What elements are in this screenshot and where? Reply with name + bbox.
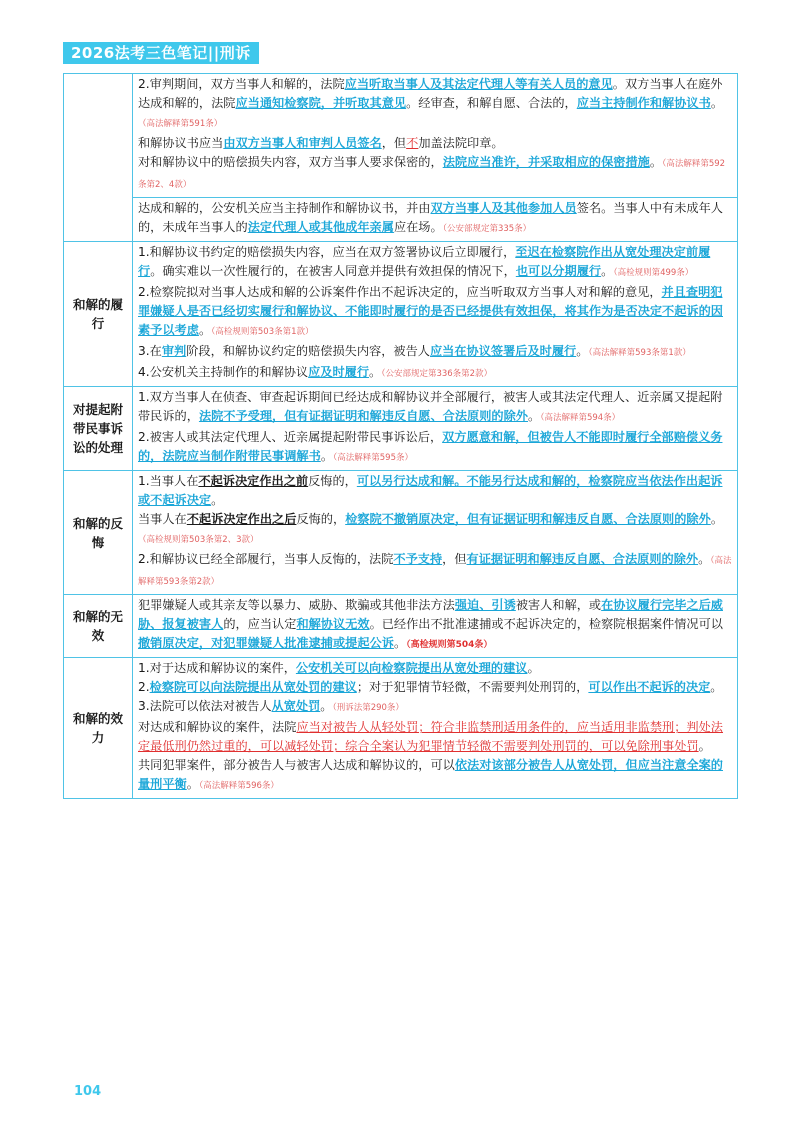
text-run: 应及时履行	[308, 365, 370, 379]
citation: （高法解释第595条）	[333, 453, 413, 463]
text-run: 。	[186, 777, 199, 791]
text-run: 由双方当事人和审判人员签名	[223, 136, 382, 150]
text-run: 2.和解协议已经全部履行，当事人反悔的，法院	[138, 552, 394, 566]
text-run: 不起诉决定作出之后	[186, 512, 297, 526]
paragraph	[138, 342, 733, 363]
text-run: 3.法院可以依法对被告人	[138, 699, 272, 713]
text-run: 法定代理人或其他成年亲属	[247, 220, 394, 234]
paragraph	[138, 678, 733, 697]
text-run: 3.在	[138, 344, 162, 358]
table-row	[64, 387, 738, 471]
text-run: 并且查明犯罪嫌疑人是否已经切实履行和解协议、不能即时履行的是否已经提供有效担保，将其作为是否决定不起诉的因素予以考虑	[138, 285, 723, 337]
text-run: 。已经作出不批准逮捕或不起诉决定的，检察院根据案件情况可以	[369, 617, 723, 631]
text-run: 。	[320, 449, 333, 463]
page-number: 104	[74, 1084, 102, 1099]
table-row	[64, 658, 738, 799]
text-run: 1.和解协议书约定的赔偿损失内容，应当在双方签署协议后立即履行，	[138, 245, 516, 259]
row-content	[133, 198, 738, 242]
text-run: 。	[649, 155, 663, 169]
citation: （高法解释第596条）	[198, 781, 279, 791]
text-run: 审判	[161, 344, 187, 358]
text-run: 。	[698, 739, 711, 753]
text-run: 。	[528, 409, 541, 423]
text-run: 不	[406, 136, 419, 150]
text-run: 双方愿意和解，但被告人不能即时履行全部赔偿义务的，法院应当制作附带民事调解书	[138, 430, 723, 463]
text-run: 。	[698, 552, 711, 566]
text-run: ，但	[381, 136, 407, 150]
paragraph	[138, 472, 733, 510]
table-row	[64, 595, 738, 658]
row-content	[133, 74, 738, 198]
text-run: 共同犯罪案件，部分被告人与被害人达成和解协议的，可以	[138, 758, 455, 772]
text-run: 检察院可以向法院提出从宽处罚的建议	[149, 680, 357, 694]
paragraph	[138, 75, 733, 134]
row-label	[64, 74, 133, 242]
text-run: 不起诉决定作出之前	[198, 474, 309, 488]
text-run: 也可以分期履行	[515, 264, 602, 278]
text-run: 2.被害人或其法定代理人、近亲属提起附带民事诉讼后，	[138, 430, 443, 444]
paragraph	[138, 718, 733, 756]
text-run: 。	[710, 96, 723, 110]
text-run: 。	[710, 680, 723, 694]
text-run: 和解协议书应当	[138, 136, 224, 150]
text-run: 。确实难以一次性履行的，在被害人同意并提供有效担保的情况下，	[150, 264, 516, 278]
text-run: 。	[601, 264, 614, 278]
text-run: 。经审查，和解自愿、合法的，	[406, 96, 577, 110]
text-run: 1.双方当事人在侦查、审查起诉期间已经达成和解协议并全部履行，被害人或其法定代理人、近亲属又提起附带民诉的，	[138, 390, 723, 423]
citation: （高法解释第593条第1款）	[588, 348, 691, 358]
text-run: 。双方当事人在庭外达成和解的，法院	[138, 77, 723, 110]
citation: （高检规则第503条第1款）	[211, 327, 314, 337]
paragraph	[138, 134, 733, 153]
text-run: 。	[320, 699, 333, 713]
citation: （高法解释第594条）	[540, 413, 621, 423]
text-run: 犯罪嫌疑人或其亲友等以暴力、威胁、欺骗或其他非法方法	[138, 598, 455, 612]
citation: （刑诉法第290条）	[332, 703, 404, 713]
text-run: 法院应当准许，并采取相应的保密措施	[442, 155, 650, 169]
text-run: 2.	[138, 680, 150, 694]
table-row	[64, 74, 738, 198]
header-title: 2026法考三色笔记||刑诉	[63, 42, 259, 64]
text-run: 从宽处罚	[271, 699, 321, 713]
table-row	[64, 198, 738, 242]
text-run: 反悔的，	[296, 512, 346, 526]
citation: （高法解释第591条）	[138, 119, 223, 129]
citation: （公安部规定第336条第2款）	[381, 369, 493, 379]
row-label: 和解的无效	[64, 595, 133, 658]
row-label: 和解的反悔	[64, 471, 133, 595]
text-run: 应当对被告人从轻处罚；符合非监禁刑适用条件的，应当适用非监禁刑；判处法定最低刑仍然过重的，可以减轻处罚；综合全案认为犯罪情节轻微不需要判处刑罚的，可以免除刑事处罚	[138, 720, 723, 753]
text-run: 依法对该部分被告人从宽处罚，但应当注意全案的量刑平衡	[138, 758, 723, 791]
paragraph	[138, 283, 733, 342]
paragraph	[138, 697, 733, 718]
paragraph	[138, 199, 733, 239]
text-run: ；对于犯罪情节轻微，不需要判处刑罚的，	[356, 680, 589, 694]
text-run: 可以作出不起诉的决定	[588, 680, 711, 694]
text-run: 2.审判期间，双方当事人和解的，法院	[138, 77, 345, 91]
paragraph	[138, 596, 733, 655]
paragraph	[138, 363, 733, 384]
table-row	[64, 471, 738, 595]
text-run: 至迟在检察院作出从宽处理决定前履行	[138, 245, 711, 278]
text-run: 被害人和解，或	[515, 598, 602, 612]
paragraph	[138, 756, 733, 796]
paragraph	[138, 243, 733, 283]
table-row	[64, 242, 738, 387]
text-run: 当事人在	[138, 512, 187, 526]
text-run: 。	[527, 661, 540, 675]
citation: （公安部规定第335条）	[442, 224, 532, 234]
text-run: 法院不予受理，但有证据证明和解违反自愿、合法原则的除外	[198, 409, 528, 423]
text-run: ，但	[442, 552, 467, 566]
text-run: 应当在协议签署后及时履行	[429, 344, 577, 358]
text-run: 反悔的，	[308, 474, 357, 488]
paragraph	[138, 153, 733, 195]
text-run: 。	[198, 323, 212, 337]
text-run: 。	[393, 636, 407, 650]
citation: （高法解释第592条第2、4款）	[138, 159, 726, 190]
text-run: 。	[211, 493, 224, 507]
text-run: 1.对于达成和解协议的案件，	[138, 661, 296, 675]
row-content	[133, 658, 738, 799]
paragraph	[138, 510, 733, 550]
text-run: 强迫、引诱	[454, 598, 516, 612]
row-label: 和解的效力	[64, 658, 133, 799]
text-run: 的，应当认定	[223, 617, 297, 631]
citation: （高检规则第504条）	[406, 640, 493, 650]
text-run: 对和解协议中的赔偿损失内容，双方当事人要求保密的，	[138, 155, 443, 169]
text-run: 加盖法院印章。	[418, 136, 504, 150]
row-content	[133, 471, 738, 595]
text-run: 2.检察院拟对当事人达成和解的公诉案件作出不起诉决定的，应当听取双方当事人对和解的意见，	[138, 285, 662, 299]
text-run: 达成和解的，公安机关应当主持制作和解协议书，并由	[138, 201, 431, 215]
citation: （高法解释第593条第2款）	[138, 556, 732, 587]
row-label: 对提起附带民事诉讼的处理	[64, 387, 133, 471]
row-content	[133, 595, 738, 658]
row-label: 和解的履行	[64, 242, 133, 387]
text-run: 。	[576, 344, 589, 358]
text-run: 应当通知检察院，并听取其意见	[235, 96, 407, 110]
citation: （高检规则第503条第2、3款）	[138, 535, 259, 545]
text-run: 。	[710, 512, 723, 526]
text-run: 。	[369, 365, 382, 379]
text-run: 应当主持制作和解协议书	[576, 96, 711, 110]
text-run: 1.当事人在	[138, 474, 199, 488]
text-run: 签名。当事人中有未成年人的，未成年当事人的	[138, 201, 723, 234]
text-run: 检察院不撤销原决定，但有证据证明和解违反自愿、合法原则的除外	[345, 512, 711, 526]
paragraph	[138, 659, 733, 678]
citation: （高检规则第499条）	[613, 268, 694, 278]
paragraph	[138, 428, 733, 468]
row-content	[133, 387, 738, 471]
notes-table	[63, 73, 738, 799]
paragraph	[138, 550, 733, 592]
text-run: 应当听取当事人及其法定代理人等有关人员的意见	[344, 77, 613, 91]
text-run: 和解协议无效	[296, 617, 370, 631]
text-run: 阶段，和解协议约定的赔偿损失内容，被告人	[186, 344, 430, 358]
text-run: 应在场。	[393, 220, 443, 234]
text-run: 公安机关可以向检察院提出从宽处理的建议	[295, 661, 528, 675]
text-run: 双方当事人及其他参加人员	[430, 201, 577, 215]
text-run: 撤销原决定，对犯罪嫌疑人批准逮捕或提起公诉	[138, 636, 394, 650]
paragraph	[138, 388, 733, 428]
text-run: 4.公安机关主持制作的和解协议	[138, 365, 309, 379]
text-run: 可以另行达成和解。不能另行达成和解的，检察院应当依法作出起诉或不起诉决定	[138, 474, 723, 507]
text-run: 不予支持	[393, 552, 443, 566]
text-run: 有证据证明和解违反自愿、合法原则的除外	[466, 552, 699, 566]
text-run: 在协议履行完毕之后威胁、报复被害人	[138, 598, 723, 631]
text-run: 对达成和解协议的案件，法院	[138, 720, 297, 734]
row-content	[133, 242, 738, 387]
